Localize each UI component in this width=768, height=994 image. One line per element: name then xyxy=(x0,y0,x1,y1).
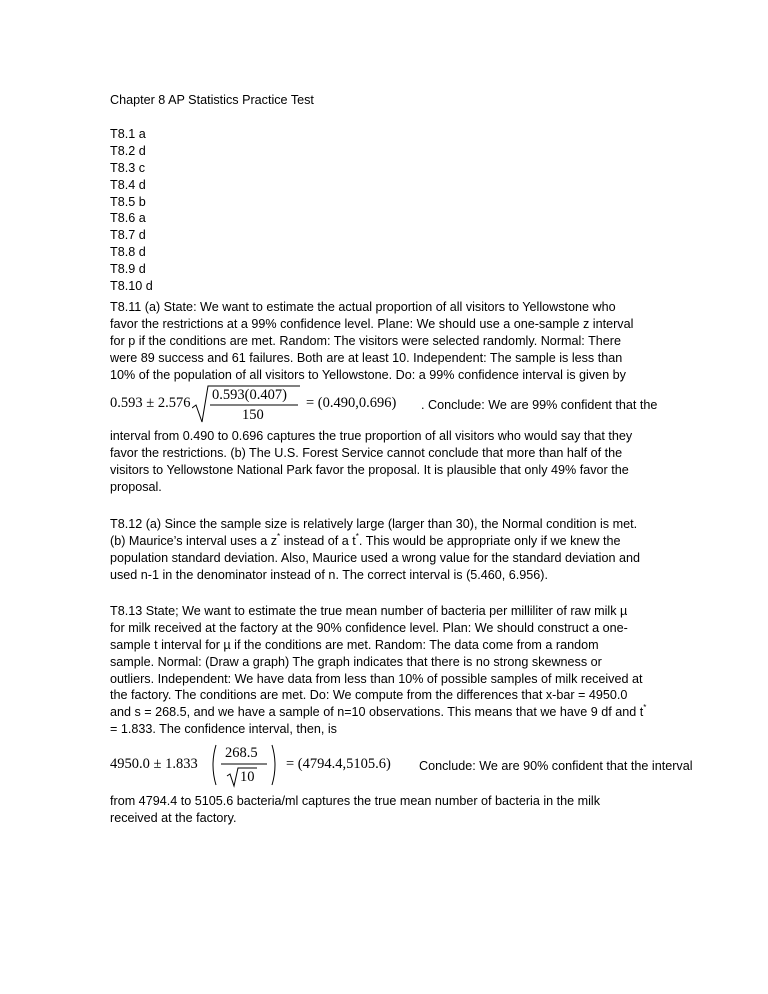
answer-choice: d xyxy=(138,228,146,243)
answer-label: T8.5 xyxy=(110,194,136,209)
answer-choice: d xyxy=(145,279,153,294)
answer-t8-13 xyxy=(110,603,658,738)
answer-label: T8.7 xyxy=(110,228,136,243)
text-line: visitors to Yellowstone National Park favor the proposal. It is plausible that only 49% favor the xyxy=(110,462,629,477)
text-line: used n-1 in the denominator instead of n. The correct interval is (5.460, 6.956). xyxy=(110,567,549,582)
answer-key-item xyxy=(110,261,153,278)
answer-key-item xyxy=(110,177,153,194)
answer-key-item xyxy=(110,210,153,227)
text-line: 10% of the population of all visitors to Yellowstone. Do: a 99% confidence interval is given by xyxy=(110,367,626,382)
answer-key-item xyxy=(110,160,153,177)
text-line: population standard deviation. Also, Maurice used a wrong value for the standard deviation and xyxy=(110,550,640,565)
answer-label: T8.6 xyxy=(110,211,136,226)
formula-lead: 0.593 ± 2.576 xyxy=(110,395,191,411)
formula-t8-13 xyxy=(110,742,693,790)
answer-choice: d xyxy=(138,245,146,260)
answer-label: T8.8 xyxy=(110,245,136,260)
text-line: T8.11 (a) State: We want to estimate the actual proportion of all visitors to Yellowstone who xyxy=(110,300,616,314)
formula-lead: 4950.0 ± 1.833 xyxy=(110,756,198,772)
answer-key-item xyxy=(110,194,153,211)
text-span: (b) Maurice’s interval uses a z xyxy=(110,533,278,548)
answer-t8-11 xyxy=(110,299,658,383)
superscript: * xyxy=(643,703,647,713)
text-span: and s = 268.5, and we have a sample of n=10 observations. This means that we have 9 df and t xyxy=(110,705,644,720)
answer-t8-13-continued xyxy=(110,793,658,827)
text-line xyxy=(110,533,658,550)
superscript: * xyxy=(355,531,359,541)
formula-trailing-text: Conclude: We are 90% confident that the interval xyxy=(419,759,693,773)
answer-label: T8.2 xyxy=(110,143,136,158)
text-line: favor the restrictions. (b) The U.S. Forest Service cannot conclude that more than half of the xyxy=(110,445,623,460)
text-span: instead of a t xyxy=(280,533,356,548)
answer-key-item xyxy=(110,126,153,143)
answer-label: T8.10 xyxy=(110,279,143,294)
text-line: for milk received at the factory at the 90% confidence level. Plan: We should construct a one- xyxy=(110,620,628,635)
superscript: * xyxy=(277,531,281,541)
formula-result: = (0.490,0.696) xyxy=(306,395,397,411)
formula-result: = (4794.4,5105.6) xyxy=(286,756,391,772)
answer-label: T8.3 xyxy=(110,160,136,175)
text-line: proposal. xyxy=(110,479,162,494)
answer-label: T8.1 xyxy=(110,127,136,141)
answer-key-item xyxy=(110,227,153,244)
text-line: outliers. Independent: We have data from less than 10% of possible samples of milk received at xyxy=(110,671,643,686)
text-line: T8.12 (a) Since the sample size is relatively large (larger than 30), the Normal condition is met. xyxy=(110,517,638,531)
formula-denominator: 10 xyxy=(240,769,255,785)
answer-label: T8.9 xyxy=(110,262,136,277)
text-line: T8.13 State; We want to estimate the true mean number of bacteria per milliliter of raw milk µ xyxy=(110,604,628,618)
answer-key-item xyxy=(110,278,153,295)
answer-choice: d xyxy=(138,262,146,277)
text-line: interval from 0.490 to 0.696 captures the true proportion of all visitors who would say that they xyxy=(110,429,633,443)
text-line: = 1.833. The confidence interval, then, is xyxy=(110,722,337,737)
answer-t8-11-continued xyxy=(110,428,658,496)
formula-numerator: 268.5 xyxy=(225,745,258,761)
text-line: favor the restrictions at a 99% confidence level. Plane: We should use a one-sample z interval xyxy=(110,316,634,331)
text-line: from 4794.4 to 5105.6 bacteria/ml captures the true mean number of bacteria in the milk xyxy=(110,794,601,808)
formula-trailing-text: . Conclude: We are 99% confident that the xyxy=(421,398,658,412)
formula-t8-11 xyxy=(110,384,670,428)
answer-choice: b xyxy=(138,194,146,209)
formula-numerator: 0.593(0.407) xyxy=(212,387,287,403)
answer-choice: a xyxy=(138,211,146,226)
answer-key-item xyxy=(110,143,153,160)
answer-choice: a xyxy=(138,127,146,141)
text-line: sample t interval for µ if the conditions are met. Random: The data come from a random xyxy=(110,637,599,652)
answer-choice: d xyxy=(138,177,146,192)
answer-label: T8.4 xyxy=(110,177,136,192)
page-title: Chapter 8 AP Statistics Practice Test xyxy=(110,93,314,107)
answer-key-list xyxy=(110,126,153,295)
formula-denominator: 150 xyxy=(242,407,264,423)
answer-choice: d xyxy=(138,143,146,158)
answer-t8-12 xyxy=(110,516,658,584)
answer-key-item xyxy=(110,244,153,261)
text-line xyxy=(110,704,658,721)
answer-choice: c xyxy=(138,160,145,175)
text-line: the factory. The conditions are met. Do: We compute from the differences that x-bar = 4950.0 xyxy=(110,688,628,703)
text-line: sample. Normal: (Draw a graph) The graph indicates that there is no strong skewness or xyxy=(110,654,602,669)
text-span: . This would be appropriate only if we knew the xyxy=(358,533,621,548)
text-line: for p if the conditions are met. Random: The visitors were selected randomly. Normal: There xyxy=(110,333,621,348)
text-line: received at the factory. xyxy=(110,810,237,825)
text-line: were 89 success and 61 failures. Both are at least 10. Independent: The sample is less than xyxy=(110,350,623,365)
